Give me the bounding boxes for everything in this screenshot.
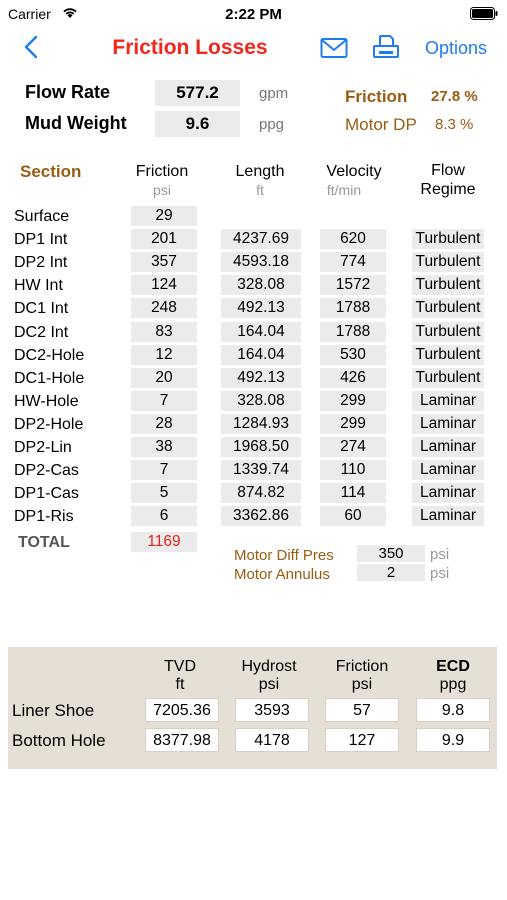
hydrost-unit: psi xyxy=(258,676,280,693)
regime-cell: Laminar xyxy=(412,483,484,503)
velocity-cell: 110 xyxy=(320,460,386,480)
friction-cell: 124 xyxy=(131,275,197,295)
length-unit: ft xyxy=(256,182,264,198)
regime-cell: Laminar xyxy=(412,460,484,480)
bottom-hole-tvd: 8377.98 xyxy=(145,728,219,752)
flow-rate-unit: gpm xyxy=(259,85,289,102)
section-label: DP2-Hole xyxy=(14,416,84,433)
friction-cell: 28 xyxy=(131,414,197,434)
velocity-cell: 1572 xyxy=(320,275,386,295)
length-cell: 492.13 xyxy=(221,298,301,318)
bottom-hole-label: Bottom Hole xyxy=(12,731,106,750)
section-label: DP1 Int xyxy=(14,231,68,248)
liner-shoe-label: Liner Shoe xyxy=(12,701,95,720)
friction-percent-value: 27.8 % xyxy=(431,88,478,105)
friction-cell: 7 xyxy=(131,460,197,480)
friction-cell: 357 xyxy=(131,252,197,272)
friction-cell: 29 xyxy=(131,206,197,226)
bottom-hole-ecd: 9.9 xyxy=(416,728,490,752)
motor-dp-value: 8.3 % xyxy=(435,116,474,133)
liner-shoe-tvd: 7205.36 xyxy=(145,698,219,722)
velocity-cell: 426 xyxy=(320,368,386,388)
regime-cell: Turbulent xyxy=(412,275,484,295)
friction-cell: 7 xyxy=(131,391,197,411)
section-label: DC1-Hole xyxy=(14,370,85,387)
total-friction-value: 1169 xyxy=(131,532,197,552)
velocity-cell: 274 xyxy=(320,437,386,457)
section-label: DP1-Cas xyxy=(14,485,79,502)
section-header: Section xyxy=(20,162,82,181)
velocity-cell: 620 xyxy=(320,229,386,249)
page-title: Friction Losses xyxy=(112,36,268,59)
motor-diff-pres-label: Motor Diff Pres xyxy=(234,547,334,564)
regime-cell: Laminar xyxy=(412,414,484,434)
section-label: DP2-Lin xyxy=(14,439,72,456)
flow-rate-label: Flow Rate xyxy=(25,82,111,102)
mud-weight-unit: ppg xyxy=(259,116,285,133)
hydrost-header: Hydrost xyxy=(241,658,297,675)
length-cell: 328.08 xyxy=(221,391,301,411)
friction-cell: 6 xyxy=(131,506,197,526)
liner-shoe-hydrost: 3593 xyxy=(235,698,309,722)
velocity-cell: 114 xyxy=(320,483,386,503)
status-carrier: Carrier xyxy=(8,6,51,22)
velocity-cell: 60 xyxy=(320,506,386,526)
battery-icon xyxy=(470,7,498,20)
liner-shoe-ecd: 9.8 xyxy=(416,698,490,722)
friction-cell: 38 xyxy=(131,437,197,457)
mud-weight-label: Mud Weight xyxy=(25,113,127,133)
velocity-cell: 774 xyxy=(320,252,386,272)
length-cell: 328.08 xyxy=(221,275,301,295)
length-cell: 3362.86 xyxy=(221,506,301,526)
regime-cell: Laminar xyxy=(412,391,484,411)
length-cell: 4593.18 xyxy=(221,252,301,272)
options-button[interactable]: Options xyxy=(425,38,488,58)
print-icon[interactable] xyxy=(372,34,400,60)
total-label: TOTAL xyxy=(18,534,70,551)
length-cell: 1968.50 xyxy=(221,437,301,457)
regime-cell: Laminar xyxy=(412,506,484,526)
length-cell: 874.82 xyxy=(221,483,301,503)
motor-diff-pres-unit: psi xyxy=(430,546,450,563)
bottom-hole-friction: 127 xyxy=(325,728,399,752)
ecd-header: ECD xyxy=(436,658,470,675)
velocity-header: Velocity xyxy=(326,163,382,180)
section-label: DP2-Cas xyxy=(14,462,79,479)
section-label: DC1 Int xyxy=(14,300,69,317)
section-label: Surface xyxy=(14,208,70,225)
motor-annulus-label: Motor Annulus xyxy=(234,566,330,583)
velocity-unit: ft/min xyxy=(326,182,362,198)
friction-cell: 12 xyxy=(131,345,197,365)
regime-cell: Turbulent xyxy=(412,368,484,388)
tvd-header: TVD xyxy=(164,658,196,675)
motor-annulus-value: 2 xyxy=(357,564,425,581)
section-label: HW-Hole xyxy=(14,393,79,410)
friction-cell: 20 xyxy=(131,368,197,388)
section-label: DC2-Hole xyxy=(14,347,85,364)
length-header: Length xyxy=(235,163,285,180)
regime-cell: Turbulent xyxy=(412,322,484,342)
velocity-cell: 530 xyxy=(320,345,386,365)
friction-percent-label: Friction xyxy=(345,87,408,106)
regime-cell: Laminar xyxy=(412,437,484,457)
section-label: DP2 Int xyxy=(14,254,68,271)
motor-dp-label: Motor DP xyxy=(345,115,417,134)
regime-cell: Turbulent xyxy=(412,345,484,365)
regime-cell: Turbulent xyxy=(412,252,484,272)
bottom-hole-hydrost: 4178 xyxy=(235,728,309,752)
length-cell: 1339.74 xyxy=(221,460,301,480)
velocity-cell: 1788 xyxy=(320,298,386,318)
motor-annulus-unit: psi xyxy=(430,565,450,582)
friction-cell: 83 xyxy=(131,322,197,342)
velocity-cell: 299 xyxy=(320,414,386,434)
friction-unit: psi xyxy=(153,182,171,198)
liner-shoe-friction: 57 xyxy=(325,698,399,722)
length-cell: 4237.69 xyxy=(221,229,301,249)
ecd-unit: ppg xyxy=(439,676,467,693)
length-cell: 164.04 xyxy=(221,322,301,342)
friction-cell: 248 xyxy=(131,298,197,318)
friction-col-unit: psi xyxy=(351,676,373,693)
mail-icon[interactable] xyxy=(320,37,348,59)
tvd-unit: ft xyxy=(175,676,185,693)
flow-regime-header-line1: Flow xyxy=(431,162,465,179)
section-label: DC2 Int xyxy=(14,324,69,341)
flow-rate-input[interactable]: 577.2 xyxy=(155,80,240,106)
length-cell: 492.13 xyxy=(221,368,301,388)
velocity-cell: 1788 xyxy=(320,322,386,342)
friction-cell: 5 xyxy=(131,483,197,503)
section-label: HW Int xyxy=(14,277,63,294)
friction-cell: 201 xyxy=(131,229,197,249)
length-cell: 1284.93 xyxy=(221,414,301,434)
friction-header: Friction xyxy=(135,163,189,180)
velocity-cell: 299 xyxy=(320,391,386,411)
motor-diff-pres-value: 350 xyxy=(357,545,425,562)
length-cell: 164.04 xyxy=(221,345,301,365)
section-label: DP1-Ris xyxy=(14,508,74,525)
mud-weight-input[interactable]: 9.6 xyxy=(155,111,240,137)
regime-cell: Turbulent xyxy=(412,298,484,318)
flow-regime-header-line2: Regime xyxy=(420,181,476,198)
status-time: 2:22 PM xyxy=(225,6,282,23)
friction-col-header: Friction xyxy=(335,658,389,675)
regime-cell: Turbulent xyxy=(412,229,484,249)
